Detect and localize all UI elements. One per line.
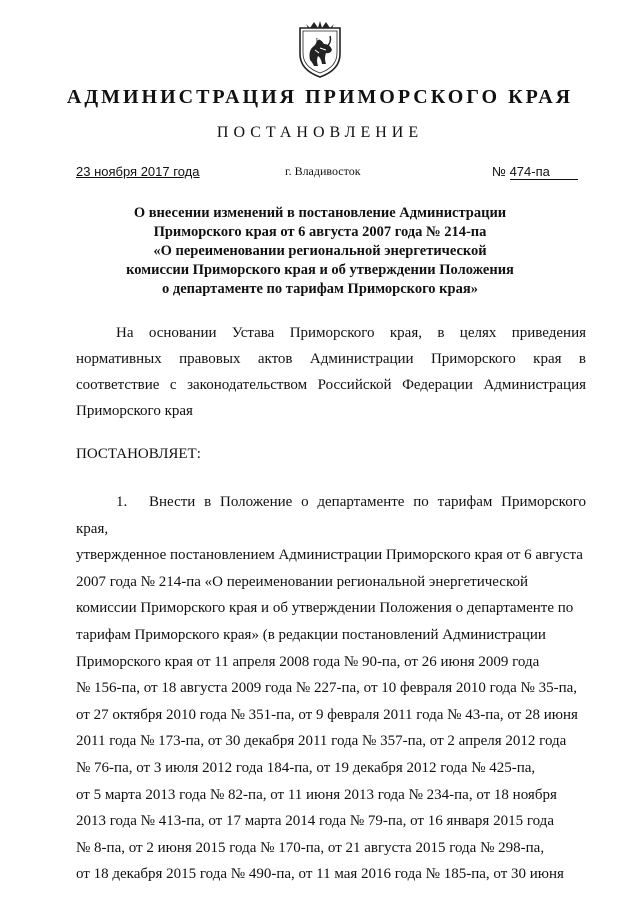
decree-heading: ПОСТАНОВЛЯЕТ: [76, 446, 201, 462]
item-1-paragraph [76, 489, 586, 888]
item-line: Внести в Положение о департаменте по тарифам Приморского края, [76, 494, 586, 537]
subject-line: комиссии Приморского края и об утверждении Положения [126, 262, 514, 278]
item-line: тарифам Приморского края» (в редакции постановлений Администрации [76, 626, 546, 643]
organization-title: АДМИНИСТРАЦИЯ ПРИМОРСКОГО КРАЯ [66, 86, 574, 108]
document-city: г. Владивосток [285, 164, 361, 178]
item-line: от 27 октября 2010 года № 351-па, от 9 февраля 2011 года № 43-па, от 28 июня [76, 706, 578, 723]
item-line: № 76-па, от 3 июля 2012 года 184-па, от 19 декабря 2012 года № 425-па, [76, 759, 536, 776]
subject-line: Приморского края от 6 августа 2007 года № 214-па [153, 224, 487, 240]
item-line: утвержденное постановлением Администрации Приморского края от 6 августа [76, 547, 583, 564]
item-line: 2007 года № 214-па «О переименовании региональной энергетической [76, 573, 529, 590]
item-line: № 156-па, от 18 августа 2009 года № 227-па, от 10 февраля 2010 года № 35-па, [76, 680, 578, 697]
item-line: № 8-па, от 2 июня 2015 года № 170-па, от 21 августа 2015 года № 298-па, [76, 839, 545, 856]
item-line: Приморского края от 11 апреля 2008 года № 90-па, от 26 июня 2009 года [76, 653, 540, 670]
basis-paragraph: На основании Устава Приморского края, в целях приведения нормативных правовых актов Администрации Приморского края в соответствие с законодательством Российской Федерации Администрация Приморского края [76, 325, 586, 419]
subject-line: о департаменте по тарифам Приморского края» [162, 281, 478, 297]
subject-line: «О переименовании региональной энергетической [153, 243, 487, 259]
item-number: 1. [116, 494, 128, 510]
document-date: 23 ноября 2017 года [76, 164, 200, 179]
number-prefix: № [492, 164, 506, 179]
item-line: 2011 года № 173-па, от 30 декабря 2011 года № 357-па, от 2 апреля 2012 года [76, 733, 567, 750]
item-line: от 18 декабря 2015 года № 490-па, от 11 мая 2016 года № 185-па, от 30 июня [76, 866, 564, 883]
coat-of-arms-icon [296, 20, 344, 80]
item-line: 2013 года № 413-па, от 17 марта 2014 года № 79-па, от 16 января 2015 года [76, 813, 554, 830]
subject-line: О внесении изменений в постановление Администрации [133, 205, 507, 221]
item-line: от 5 марта 2013 года № 82-па, от 11 июня 2013 года № 234-па, от 18 ноября [76, 786, 557, 803]
item-line: комиссии Приморского края и об утверждении Положения о департаменте по [76, 600, 574, 617]
document-number [492, 164, 578, 180]
number-value: 474-па [510, 164, 578, 180]
document-subject [110, 204, 530, 299]
item-1-first-line [76, 489, 586, 542]
document-type: ПОСТАНОВЛЕНИЕ [216, 124, 424, 141]
